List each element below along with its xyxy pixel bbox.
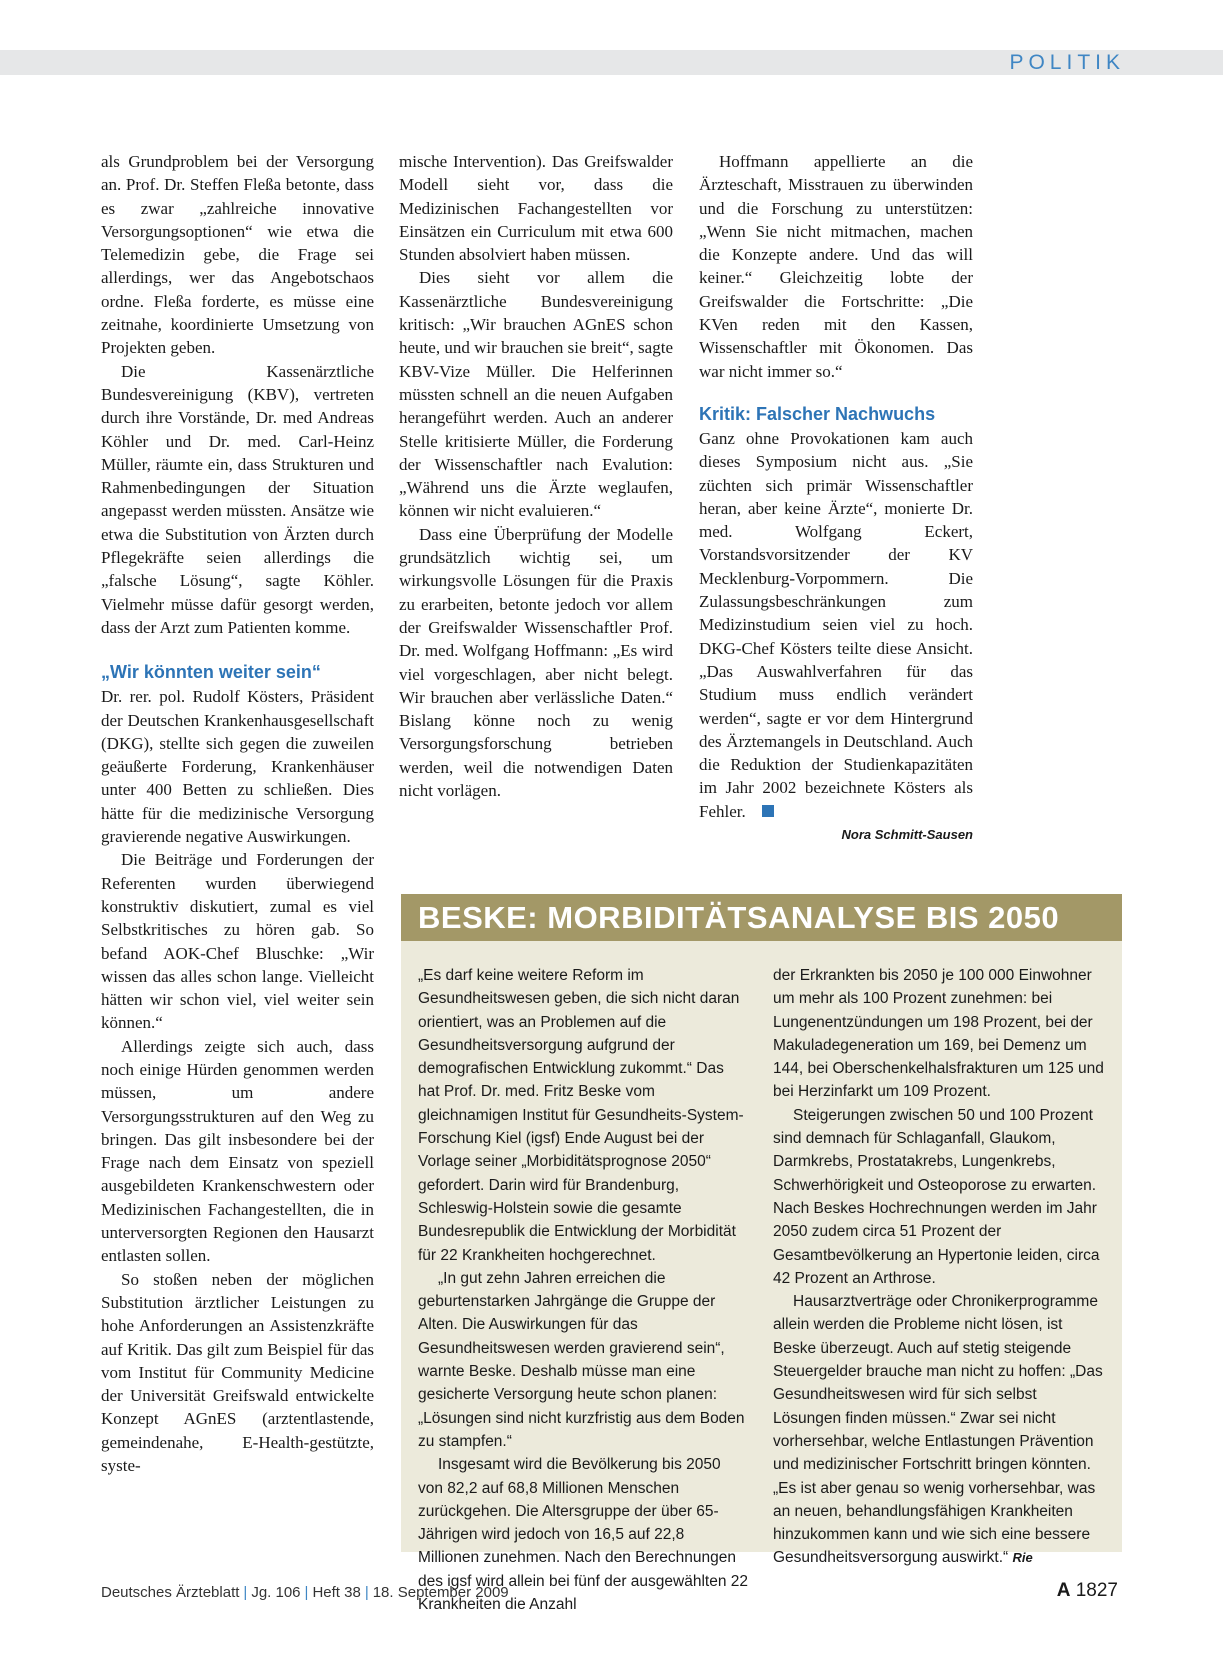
separator: | — [304, 1584, 309, 1601]
paragraph: der Erkrankten bis 2050 je 100 000 Einwohner um mehr als 100 Prozent zunehmen: bei Lungenentzündungen um 198 Prozent, bei der Makuladegeneration um 169, bei Demenz um 144, bei Oberschenkelhalsfrakturen um 125 und bei Herzinfarkt um 109 Prozent. — [773, 967, 1104, 1101]
footer-citation — [101, 1584, 509, 1601]
paragraph: Hoffmann appellierte an die Ärzteschaft, Misstrauen zu überwinden und die Forschung zu unterstützen: „Wenn Sie nicht mitmachen, machen die Konzepte andere. Und das will keiner.“ Gleichzeitig lobte der Greifswalder die Fortschritte: „Die KVen reden mit den Kassen, Wissenschaftler mit Ökonomen. Das war nicht immer so.“ — [699, 152, 973, 381]
author-signature: Rie — [1012, 1550, 1033, 1566]
info-box-column-1 — [418, 964, 748, 1616]
article-column-1 — [101, 150, 374, 1477]
author-byline: Nora Schmitt-Sausen — [841, 827, 973, 843]
issue: Heft 38 — [312, 1584, 361, 1601]
page-number-value: 1827 — [1075, 1580, 1118, 1601]
paragraph: Die Beiträge und Forderungen der Referenten wurden überwiegend konstruktiv diskutiert, zumal es viel Selbstkritisches zu hören gab. So befand AOK-Chef Bluschke: „Wir wissen das alles schon lange. Vielleicht hätten wir schon viel, viel weiter sein können.“ — [101, 850, 374, 1033]
paragraph-text: Ganz ohne Provokationen kam auch dieses Symposium nicht aus. „Sie züchten sich primär Wissenschaftler heran, aber keine Ärzte“, monierte Dr. med. Wolfgang Eckert, Vorstandsvorsitzender der KV Mecklenburg-Vorpommern. Die Zulassungsbeschränkungen zum Medizinstudium seien viel zu hoch. DKG-Chef Kösters teilte diese Ansicht. „Das Auswahlverfahren für das Studium muss endlich verändert werden“, sagte er vor dem Hintergrund des Ärztemangels in Deutschland. Auch die Reduktion der Studienkapazitäten im Jahr 2002 bezeichnete Kösters als Fehler. — [699, 428, 973, 821]
paragraph-last — [773, 1290, 1106, 1570]
paragraph: Dies sieht vor allem die Kassenärztliche Bundesvereinigung kritisch: „Wir brauchen AGnES schon heute, und wir brauchen sie breit“, sagte KBV-Vize Müller. Die Helferinnen müssten schnell an die neuen Aufgaben herangeführt werden. Auch an anderer Stelle kritisierte Müller, die Forderung der Wissenschaftler nach Evalution: „Während uns die Ärzte weglaufen, können wir nicht evaluieren.“ — [399, 268, 673, 521]
article-column-3 — [699, 150, 973, 845]
paragraph: Steigerungen zwischen 50 und 100 Prozent sind demnach für Schlaganfall, Glaukom, Darmkrebs, Prostatakrebs, Lungenkrebs, Schwerhörigkeit und Osteoporose zu erwarten. Nach Beskes Hochrechnungen werden im Jahr 2050 zudem circa 51 Prozent der Gesamtbevölkerung an Hypertonie leiden, circa 42 Prozent an Arthrose. — [773, 1106, 1100, 1287]
paragraph-last — [699, 427, 973, 823]
page-number — [1057, 1580, 1118, 1602]
subheading: „Wir könnten weiter sein“ — [101, 662, 321, 683]
info-box-title: BESKE: MORBIDITÄTSANALYSE BIS 2050 — [401, 894, 1122, 941]
paragraph: So stoßen neben der möglichen Substitution ärztlicher Leistungen zu hohe Anforderungen an Assistenzkräfte auf Kritik. Das gilt zum Beispiel für das vom Institut für Community Medicine der Universität Greifswald entwickelte Konzept AGnES (arztentlastende, gemeindenahe, E-Health-gestützte, syste- — [101, 1269, 374, 1476]
paragraph: „In gut zehn Jahren erreichen die geburtenstarken Jahrgänge die Gruppe der Alten. Die Auswirkungen für das Gesundheitswesen werden gravierend sein“, warnte Beske. Deshalb müsse man eine gesicherte Versorgung heute schon planen: „Lösungen sind nicht kurzfristig aus dem Boden zu stampfen.“ — [418, 1269, 745, 1450]
separator: | — [364, 1584, 369, 1601]
subheading: Kritik: Falscher Nachwuchs — [699, 403, 936, 424]
info-box-column-2 — [773, 964, 1106, 1570]
paragraph: Insgesamt wird die Bevölkerung bis 2050 von 82,2 auf 68,8 Millionen Menschen zurückgehen. Die Altersgruppe der über 65-Jährigen wird jedoch von 16,5 auf 22,8 Millionen zunehmen. Nach den Berechnungen des igsf wird allein bei fünf der ausgewählten 22 Krankheiten die Anzahl — [418, 1456, 749, 1614]
end-mark-icon — [762, 805, 774, 817]
paragraph: „Es darf keine weitere Reform im Gesundheitswesen geben, die sich nicht daran orientiert, was an Problemen auf die Gesundheitsversorgung aufgrund der demografischen Entwicklung zukommt.“ Das hat Prof. Dr. med. Fritz Beske vom gleichnamigen Institut für Gesundheits-System-Forschung Kiel (igsf) Ende August bei der Vorlage seiner „Morbiditätsprognose 2050“ gefordert. Darin wird für Brandenburg, Schleswig-Holstein sowie die gesamte Bundesrepublik die Entwicklung der Morbidität für 22 Krankheiten hochgerechnet. — [418, 967, 744, 1264]
separator: | — [243, 1584, 248, 1601]
article-column-2 — [399, 150, 673, 802]
volume: Jg. 106 — [251, 1584, 301, 1601]
section-label: POLITIK — [1009, 51, 1125, 74]
paragraph-text: Hausarztverträge oder Chronikerprogramme allein werden die Probleme nicht lösen, ist Beske überzeugt. Auch auf stetig steigende Steuergelder brauche man nicht zu hoffen: „Das Gesundheitswesen wird für sich selbst Lösungen finden müssen.“ Zwar sei nicht vorhersehbar, welche Entlastungen Prävention und medizinischer Fortschritt bringen könnten. „Es ist aber genau so wenig vorhersehbar, was an neuen, behandlungsfähigen Krankheiten hinzukommen kann und wie sich eine bessere Gesundheitsversorgung auswirkt.“ — [773, 1293, 1103, 1567]
issue-date: 18. September 2009 — [372, 1584, 509, 1601]
paragraph: Allerdings zeigte sich auch, dass noch einige Hürden genommen werden müssen, um andere Versorgungsstrukturen auf den Weg zu bringen. Das gilt insbesondere bei der Frage nach dem Einsatz von speziell ausgebildeten Krankenschwestern oder Medizinischen Fachangestellten, die in unterversorgten Regionen den Hausarzt entlasten sollen. — [101, 1036, 374, 1266]
page-prefix: A — [1056, 1580, 1071, 1601]
journal-name: Deutsches Ärzteblatt — [101, 1584, 240, 1601]
paragraph: Dass eine Überprüfung der Modelle grundsätzlich wichtig sei, um wirkungsvolle Lösungen für die Praxis zu erarbeiten, betonte jedoch vor allem der Greifswalder Wissenschaftler Prof. Dr. med. Wolfgang Hoffmann: „Es wird viel vorgeschlagen, aber nicht belegt. Wir brauchen aber verlässliche Daten.“ Bislang könne noch zu wenig Versorgungsforschung betrieben werden, weil die notwendigen Daten nicht vorlägen. — [399, 524, 673, 801]
paragraph: als Grundproblem bei der Versorgung an. Prof. Dr. Steffen Fleßa betonte, dass es zwar „zahlreiche innovative Versorgungsoptionen“ wie etwa die Telemedizin gebe, die Frage sei allerdings, wer das Angebotschaos ordne. Fleßa forderte, es müsse eine zeitnahe, koordinierte Umsetzung von Projekten geben. — [101, 152, 374, 358]
paragraph: Die Kassenärztliche Bundesvereinigung (KBV), vertreten durch ihre Vorstände, Dr. med Andreas Köhler und Dr. med. Carl-Heinz Müller, räumte ein, dass Strukturen und Rahmenbedingungen der Situation angepasst werden müssten. Ansätze wie etwa die Substitution von Ärzten durch Pflegekräfte seien allerdings die „falsche Lösung“, sagte Köhler. Vielmehr müsse dafür gesorgt werden, dass der Arzt zum Patienten komme. — [101, 361, 374, 637]
paragraph: mische Intervention). Das Greifswalder Modell sieht vor, dass die Medizinischen Fachangestellten vor Einsätzen ein Curriculum mit etwa 600 Stunden absolviert haben müssen. — [399, 152, 673, 265]
paragraph: Dr. rer. pol. Rudolf Kösters, Präsident der Deutschen Krankenhausgesellschaft (DKG), stellte sich gegen die zuweilen geäußerte Forderung, Krankenhäuser unter 400 Betten zu schließen. Dies hätte für die medizinische Versorgung gravierende negative Auswirkungen. — [101, 687, 374, 847]
